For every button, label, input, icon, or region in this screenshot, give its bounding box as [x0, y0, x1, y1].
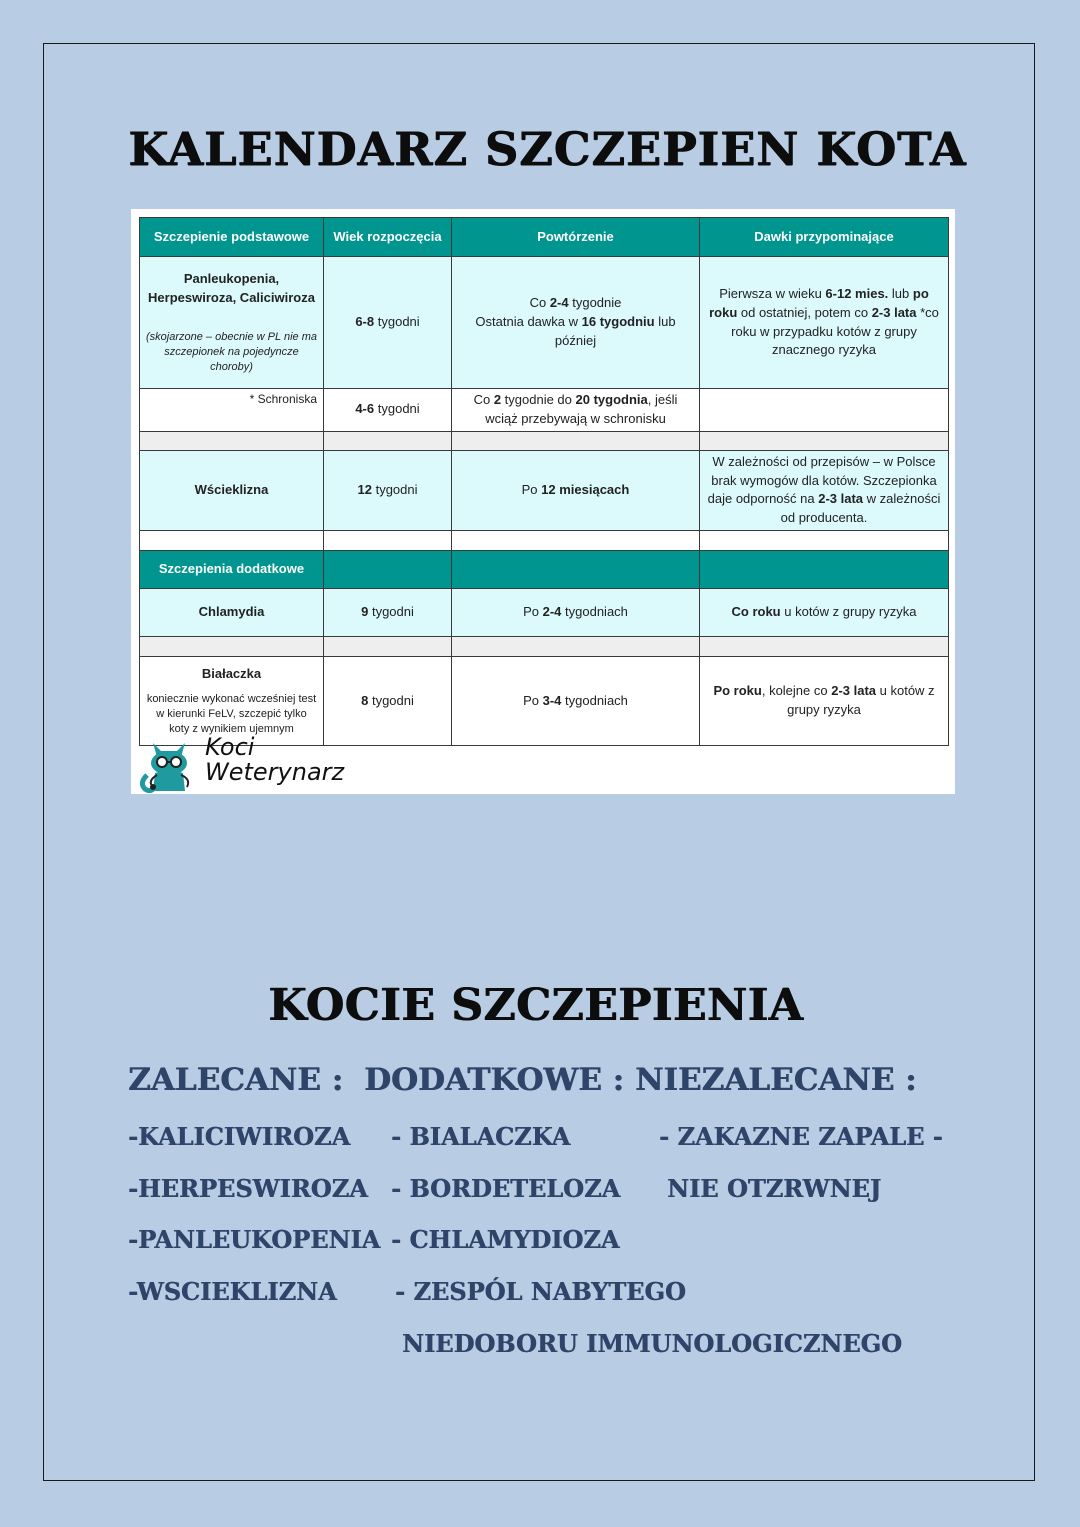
list-item: - BORDETELOZA — [391, 1174, 621, 1203]
vaccination-table-card — [131, 209, 955, 794]
vaccine-name-cell: Chlamydia — [140, 589, 324, 637]
vaccine-note: (skojarzone – obecnie w PL nie ma szczepionek na pojedyncze choroby) — [146, 331, 318, 373]
list-item: -WSCIEKLIZNA — [128, 1277, 337, 1306]
header-cell: Wiek rozpoczęcia — [324, 218, 452, 257]
header-cell: Szczepienie podstawowe — [140, 218, 324, 257]
section-header-row — [140, 551, 949, 589]
vaccine-name: Panleukopenia, Herpeswiroza, Caliciwiroza — [148, 271, 315, 306]
section-header: Szczepienia dodatkowe — [140, 551, 324, 589]
booster-cell: W zależności od przepisów – w Polsce brak wymogów dla kotów. Szczepionka daje odporność na 2-3 lata w zależności od producenta. — [700, 450, 949, 530]
list-item: - CHLAMYDIOZA — [391, 1225, 620, 1254]
table-row — [140, 589, 949, 637]
repeat-cell: Po 3-4 tygodniach — [452, 657, 700, 746]
spacer-row — [140, 637, 949, 657]
vaccine-name-cell — [140, 257, 324, 389]
repeat-cell: Po 12 miesiącach — [452, 450, 700, 530]
age-cell: 9 tygodni — [324, 589, 452, 637]
cat-vet-icon — [137, 735, 203, 793]
list-item: -PANLEUKOPENIA — [128, 1225, 381, 1254]
age-cell: 12 tygodni — [324, 450, 452, 530]
list-item: NIE OTZRWNEJ — [667, 1174, 882, 1203]
category-not-recommended: NIEZALECANE : — [635, 1062, 917, 1098]
vaccine-note: koniecznie wykonać wcześniej test w kierunki FeLV, szczepić tylko koty z wynikiem ujemnym — [146, 693, 317, 735]
section-title: KOCIE SZCZEPIENIA — [268, 980, 804, 1031]
table-row — [140, 257, 949, 389]
list-item: - ZESPÓL NABYTEGO — [395, 1277, 686, 1306]
age-cell: 8 tygodni — [324, 657, 452, 746]
table-row — [140, 657, 949, 746]
spacer-row — [140, 531, 949, 551]
list-item: -KALICIWIROZA — [128, 1122, 351, 1151]
page-title: KALENDARZ SZCZEPIEN KOTA — [128, 122, 967, 176]
list-item: - ZAKAZNE ZAPALE - — [659, 1122, 943, 1151]
table-row — [140, 450, 949, 530]
table-header-row — [140, 218, 949, 257]
repeat-cell: Co 2-4 tygodnie Ostatnia dawka w 16 tygodniu lub później — [452, 257, 700, 389]
koci-weterynarz-logo — [137, 735, 397, 793]
vaccine-name-cell: * Schroniska — [140, 389, 324, 432]
list-item: - BIALACZKA — [391, 1122, 571, 1151]
age-cell: 4-6 tygodni — [324, 389, 452, 432]
vaccine-name-cell: Wścieklizna — [140, 450, 324, 530]
list-item: NIEDOBORU IMMUNOLOGICZNEGO — [402, 1329, 902, 1358]
booster-cell: Po roku, kolejne co 2-3 lata u kotów z grupy ryzyka — [700, 657, 949, 746]
vaccination-table — [139, 217, 949, 746]
age-cell: 6-8 tygodni — [324, 257, 452, 389]
repeat-cell: Co 2 tygodnie do 20 tygodnia, jeśli wciąż przebywają w schronisku — [452, 389, 700, 432]
booster-cell: Co roku u kotów z grupy ryzyka — [700, 589, 949, 637]
vaccine-name-cell: Białaczka koniecznie wykonać wcześniej test w kierunki FeLV, szczepić tylko koty z wynikiem ujemnym — [140, 657, 324, 746]
header-cell: Powtórzenie — [452, 218, 700, 257]
list-item: -HERPESWIROZA — [128, 1174, 368, 1203]
category-recommended: ZALECANE : — [128, 1062, 344, 1098]
booster-cell: Pierwsza w wieku 6-12 mies. lub po roku od ostatniej, potem co 2-3 lata *co roku w przypadku kotów z grupy znacznego ryzyka — [700, 257, 949, 389]
repeat-cell: Po 2-4 tygodniach — [452, 589, 700, 637]
spacer-row — [140, 431, 949, 450]
logo-text: Koci Weterynarz — [205, 733, 345, 786]
booster-cell — [700, 389, 949, 432]
table-row — [140, 389, 949, 432]
header-cell: Dawki przypominające — [700, 218, 949, 257]
category-additional: DODATKOWE : — [364, 1062, 624, 1098]
